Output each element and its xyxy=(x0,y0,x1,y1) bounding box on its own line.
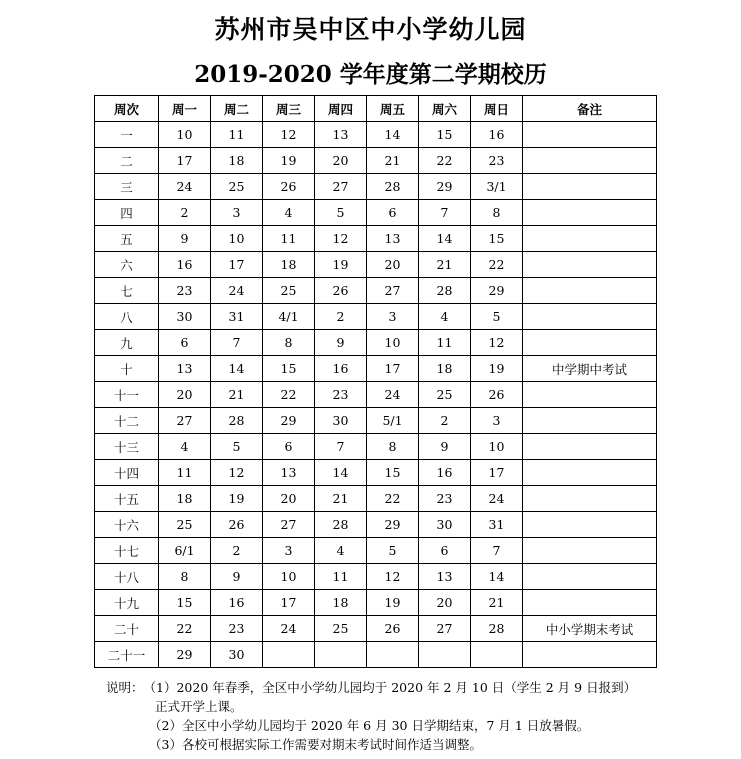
note-cell xyxy=(523,486,657,512)
date-cell: 26 xyxy=(211,512,263,538)
date-cell: 8 xyxy=(263,330,315,356)
date-cell: 25 xyxy=(315,616,367,642)
week-number-cell: 十二 xyxy=(95,408,159,434)
header-saturday: 周六 xyxy=(419,96,471,122)
date-cell: 23 xyxy=(159,278,211,304)
date-cell: 27 xyxy=(419,616,471,642)
date-cell: 12 xyxy=(315,226,367,252)
week-number-cell: 十八 xyxy=(95,564,159,590)
date-cell: 10 xyxy=(367,330,419,356)
week-number-cell: 四 xyxy=(95,200,159,226)
date-cell: 5/1 xyxy=(367,408,419,434)
date-cell: 17 xyxy=(211,252,263,278)
date-cell: 29 xyxy=(471,278,523,304)
table-row xyxy=(95,304,657,330)
date-cell: 21 xyxy=(471,590,523,616)
table-row xyxy=(95,382,657,408)
date-cell: 27 xyxy=(315,174,367,200)
date-cell: 14 xyxy=(367,122,419,148)
date-cell: 11 xyxy=(419,330,471,356)
note-cell xyxy=(523,330,657,356)
date-cell: 11 xyxy=(315,564,367,590)
date-cell: 28 xyxy=(315,512,367,538)
date-cell: 4 xyxy=(419,304,471,330)
date-cell: 20 xyxy=(159,382,211,408)
date-cell: 19 xyxy=(367,590,419,616)
note-cell xyxy=(523,252,657,278)
table-row xyxy=(95,512,657,538)
date-cell: 23 xyxy=(315,382,367,408)
date-cell: 3 xyxy=(263,538,315,564)
week-number-cell: 十一 xyxy=(95,382,159,408)
header-friday: 周五 xyxy=(367,96,419,122)
school-calendar-table xyxy=(94,95,657,668)
date-cell: 18 xyxy=(315,590,367,616)
date-cell: 22 xyxy=(159,616,211,642)
date-cell: 11 xyxy=(263,226,315,252)
date-cell: 22 xyxy=(263,382,315,408)
date-cell: 3 xyxy=(211,200,263,226)
date-cell: 30 xyxy=(159,304,211,330)
week-number-cell: 八 xyxy=(95,304,159,330)
note-cell xyxy=(523,460,657,486)
date-cell: 31 xyxy=(471,512,523,538)
note-cell: 中小学期末考试 xyxy=(523,616,657,642)
date-cell: 2 xyxy=(419,408,471,434)
date-cell: 28 xyxy=(211,408,263,434)
date-cell: 25 xyxy=(263,278,315,304)
week-number-cell: 十七 xyxy=(95,538,159,564)
date-cell: 22 xyxy=(419,148,471,174)
date-cell: 20 xyxy=(367,252,419,278)
note-cell xyxy=(523,200,657,226)
date-cell: 24 xyxy=(367,382,419,408)
date-cell: 28 xyxy=(419,278,471,304)
date-cell: 17 xyxy=(159,148,211,174)
date-cell: 17 xyxy=(263,590,315,616)
table-header-row xyxy=(95,96,657,122)
date-cell: 4 xyxy=(315,538,367,564)
table-row xyxy=(95,356,657,382)
date-cell: 2 xyxy=(211,538,263,564)
date-cell: 26 xyxy=(315,278,367,304)
date-cell: 20 xyxy=(419,590,471,616)
table-row xyxy=(95,460,657,486)
notes-section xyxy=(106,678,636,754)
date-cell: 3/1 xyxy=(471,174,523,200)
date-cell: 26 xyxy=(263,174,315,200)
header-monday: 周一 xyxy=(159,96,211,122)
date-cell: 2 xyxy=(159,200,211,226)
table-row xyxy=(95,408,657,434)
date-cell: 12 xyxy=(263,122,315,148)
date-cell: 18 xyxy=(419,356,471,382)
week-number-cell: 十九 xyxy=(95,590,159,616)
date-cell: 24 xyxy=(159,174,211,200)
week-number-cell: 二十一 xyxy=(95,642,159,668)
note-item-2: （2）全区中小学幼儿园均于 2020 年 6 月 30 日学期结束，7 月 1 日放暑假。 xyxy=(149,718,590,733)
date-cell: 13 xyxy=(263,460,315,486)
note-cell xyxy=(523,226,657,252)
note-cell xyxy=(523,122,657,148)
date-cell: 3 xyxy=(471,408,523,434)
note-cell xyxy=(523,512,657,538)
date-cell: 13 xyxy=(367,226,419,252)
date-cell: 15 xyxy=(471,226,523,252)
date-cell: 14 xyxy=(419,226,471,252)
note-cell xyxy=(523,538,657,564)
date-cell: 15 xyxy=(367,460,419,486)
date-cell: 29 xyxy=(263,408,315,434)
date-cell: 21 xyxy=(419,252,471,278)
note-cell xyxy=(523,148,657,174)
date-cell: 30 xyxy=(211,642,263,668)
date-cell: 4 xyxy=(263,200,315,226)
date-cell: 29 xyxy=(367,512,419,538)
date-cell: 6 xyxy=(367,200,419,226)
date-cell: 25 xyxy=(159,512,211,538)
header-notes: 备注 xyxy=(523,96,657,122)
date-cell: 24 xyxy=(471,486,523,512)
date-cell xyxy=(263,642,315,668)
date-cell: 10 xyxy=(263,564,315,590)
date-cell: 22 xyxy=(367,486,419,512)
note-cell xyxy=(523,304,657,330)
date-cell: 17 xyxy=(471,460,523,486)
date-cell: 3 xyxy=(367,304,419,330)
date-cell: 16 xyxy=(419,460,471,486)
table-row xyxy=(95,564,657,590)
note-cell xyxy=(523,590,657,616)
date-cell: 5 xyxy=(471,304,523,330)
date-cell: 12 xyxy=(367,564,419,590)
week-number-cell: 九 xyxy=(95,330,159,356)
date-cell: 24 xyxy=(263,616,315,642)
note-cell xyxy=(523,434,657,460)
table-row xyxy=(95,330,657,356)
date-cell: 7 xyxy=(471,538,523,564)
date-cell xyxy=(315,642,367,668)
table-row xyxy=(95,278,657,304)
date-cell xyxy=(367,642,419,668)
table-row xyxy=(95,122,657,148)
header-wednesday: 周三 xyxy=(263,96,315,122)
week-number-cell: 五 xyxy=(95,226,159,252)
date-cell: 4/1 xyxy=(263,304,315,330)
date-cell: 27 xyxy=(367,278,419,304)
date-cell: 26 xyxy=(471,382,523,408)
date-cell: 14 xyxy=(211,356,263,382)
note-cell xyxy=(523,278,657,304)
note-cell xyxy=(523,642,657,668)
table-row xyxy=(95,590,657,616)
date-cell: 7 xyxy=(211,330,263,356)
week-number-cell: 七 xyxy=(95,278,159,304)
table-row xyxy=(95,174,657,200)
week-number-cell: 三 xyxy=(95,174,159,200)
date-cell: 5 xyxy=(315,200,367,226)
date-cell: 14 xyxy=(471,564,523,590)
date-cell: 19 xyxy=(263,148,315,174)
date-cell: 8 xyxy=(367,434,419,460)
date-cell: 10 xyxy=(471,434,523,460)
date-cell: 19 xyxy=(211,486,263,512)
date-cell: 9 xyxy=(419,434,471,460)
date-cell: 28 xyxy=(367,174,419,200)
date-cell: 8 xyxy=(159,564,211,590)
date-cell: 13 xyxy=(419,564,471,590)
date-cell: 9 xyxy=(159,226,211,252)
date-cell: 18 xyxy=(263,252,315,278)
notes-label: 说明： xyxy=(106,680,144,695)
date-cell: 31 xyxy=(211,304,263,330)
date-cell: 25 xyxy=(419,382,471,408)
date-cell: 21 xyxy=(211,382,263,408)
date-cell: 15 xyxy=(263,356,315,382)
note-1-text: （1）2020 年春季，全区中小学幼儿园均于 2020 年 2 月 10 日（学生 2 月 9 日报到） xyxy=(143,680,637,695)
week-number-cell: 六 xyxy=(95,252,159,278)
calendar-body xyxy=(95,122,657,668)
week-number-cell: 十六 xyxy=(95,512,159,538)
date-cell xyxy=(471,642,523,668)
table-row xyxy=(95,200,657,226)
date-cell: 4 xyxy=(159,434,211,460)
note-cell xyxy=(523,174,657,200)
date-cell: 15 xyxy=(419,122,471,148)
date-cell: 25 xyxy=(211,174,263,200)
date-cell: 7 xyxy=(419,200,471,226)
header-tuesday: 周二 xyxy=(211,96,263,122)
date-cell: 6 xyxy=(159,330,211,356)
date-cell: 16 xyxy=(159,252,211,278)
date-cell: 28 xyxy=(471,616,523,642)
date-cell: 10 xyxy=(159,122,211,148)
header-sunday: 周日 xyxy=(471,96,523,122)
date-cell: 20 xyxy=(263,486,315,512)
date-cell: 18 xyxy=(211,148,263,174)
date-cell: 9 xyxy=(315,330,367,356)
note-cell: 中学期中考试 xyxy=(523,356,657,382)
date-cell: 6 xyxy=(263,434,315,460)
note-cell xyxy=(523,382,657,408)
note-cell xyxy=(523,564,657,590)
title-term: 2019-2020 学年度第二学期校历 xyxy=(194,61,547,88)
week-number-cell: 十四 xyxy=(95,460,159,486)
date-cell: 26 xyxy=(367,616,419,642)
date-cell: 23 xyxy=(211,616,263,642)
date-cell: 12 xyxy=(471,330,523,356)
date-cell: 16 xyxy=(211,590,263,616)
date-cell: 16 xyxy=(471,122,523,148)
date-cell: 6 xyxy=(419,538,471,564)
note-item-1-cont: 正式开学上课。 xyxy=(155,699,243,714)
table-row xyxy=(95,148,657,174)
title-school: 苏州市吴中区中小学幼儿园 xyxy=(214,15,527,44)
date-cell: 7 xyxy=(315,434,367,460)
date-cell: 16 xyxy=(315,356,367,382)
week-number-cell: 十三 xyxy=(95,434,159,460)
date-cell: 5 xyxy=(211,434,263,460)
date-cell: 9 xyxy=(211,564,263,590)
header-thursday: 周四 xyxy=(315,96,367,122)
date-cell: 19 xyxy=(471,356,523,382)
date-cell: 23 xyxy=(471,148,523,174)
date-cell: 5 xyxy=(367,538,419,564)
date-cell: 21 xyxy=(367,148,419,174)
date-cell: 23 xyxy=(419,486,471,512)
note-cell xyxy=(523,408,657,434)
date-cell: 27 xyxy=(263,512,315,538)
date-cell: 15 xyxy=(159,590,211,616)
date-cell: 20 xyxy=(315,148,367,174)
date-cell: 2 xyxy=(315,304,367,330)
table-row xyxy=(95,226,657,252)
date-cell: 6/1 xyxy=(159,538,211,564)
date-cell: 29 xyxy=(419,174,471,200)
date-cell: 12 xyxy=(211,460,263,486)
note-item-1 xyxy=(106,678,636,697)
date-cell: 30 xyxy=(315,408,367,434)
week-number-cell: 二十 xyxy=(95,616,159,642)
date-cell: 14 xyxy=(315,460,367,486)
date-cell: 13 xyxy=(159,356,211,382)
date-cell: 11 xyxy=(159,460,211,486)
week-number-cell: 十五 xyxy=(95,486,159,512)
table-row xyxy=(95,642,657,668)
date-cell: 29 xyxy=(159,642,211,668)
week-number-cell: 二 xyxy=(95,148,159,174)
header-week: 周次 xyxy=(95,96,159,122)
date-cell xyxy=(419,642,471,668)
date-cell: 30 xyxy=(419,512,471,538)
table-row xyxy=(95,616,657,642)
date-cell: 11 xyxy=(211,122,263,148)
date-cell: 27 xyxy=(159,408,211,434)
table-row xyxy=(95,538,657,564)
date-cell: 17 xyxy=(367,356,419,382)
date-cell: 10 xyxy=(211,226,263,252)
week-number-cell: 十 xyxy=(95,356,159,382)
note-item-3: （3）各校可根据实际工作需要对期末考试时间作适当调整。 xyxy=(149,737,482,752)
date-cell: 22 xyxy=(471,252,523,278)
date-cell: 13 xyxy=(315,122,367,148)
date-cell: 18 xyxy=(159,486,211,512)
date-cell: 21 xyxy=(315,486,367,512)
table-row xyxy=(95,252,657,278)
table-row xyxy=(95,434,657,460)
date-cell: 24 xyxy=(211,278,263,304)
table-row xyxy=(95,486,657,512)
date-cell: 8 xyxy=(471,200,523,226)
date-cell: 19 xyxy=(315,252,367,278)
week-number-cell: 一 xyxy=(95,122,159,148)
